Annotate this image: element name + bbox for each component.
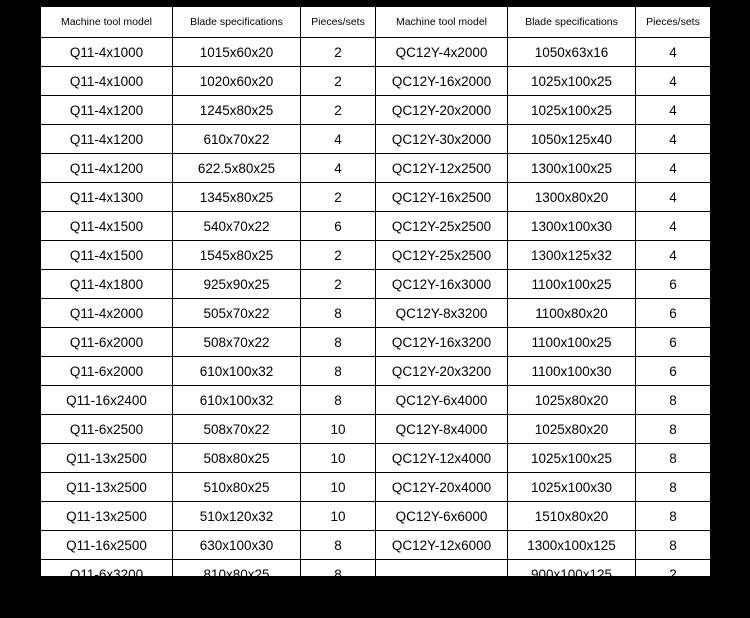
spec-table-page bbox=[40, 6, 710, 611]
table-cell: 508x70x22 bbox=[173, 328, 301, 357]
table-row bbox=[41, 560, 711, 589]
table-cell: QC12Y-20x3200 bbox=[376, 357, 508, 386]
table-cell: 4 bbox=[636, 38, 711, 67]
table-cell: 10 bbox=[301, 502, 376, 531]
table-cell: 510x120x32 bbox=[173, 502, 301, 531]
table-cell: 6 bbox=[636, 357, 711, 386]
table-row bbox=[41, 415, 711, 444]
table-cell: Q11-16x2400 bbox=[41, 386, 173, 415]
table-cell: 4 bbox=[636, 96, 711, 125]
table-row bbox=[41, 502, 711, 531]
table-cell: 1025x100x25 bbox=[508, 96, 636, 125]
table-row bbox=[41, 386, 711, 415]
table-row bbox=[41, 38, 711, 67]
table-cell: Q11-13x2500 bbox=[41, 444, 173, 473]
table-cell: QC12Y-20x2000 bbox=[376, 96, 508, 125]
table-cell: 4 bbox=[636, 212, 711, 241]
table-cell: 4 bbox=[636, 67, 711, 96]
table-cell: 540x70x22 bbox=[173, 212, 301, 241]
table-cell: Q11-6x3200 bbox=[41, 560, 173, 589]
table-cell: Q11-4x2000 bbox=[41, 299, 173, 328]
table-cell bbox=[376, 560, 508, 589]
table-cell: 1245x80x25 bbox=[173, 96, 301, 125]
table-cell: 2 bbox=[301, 241, 376, 270]
table-cell: 4 bbox=[636, 241, 711, 270]
table-cell: QC12Y-20x4000 bbox=[376, 473, 508, 502]
table-body bbox=[41, 38, 711, 618]
column-header-pieces-sets-right: Pieces/sets bbox=[636, 7, 711, 38]
table-cell: 2 bbox=[301, 183, 376, 212]
table-cell: 6 bbox=[636, 328, 711, 357]
table-row bbox=[41, 96, 711, 125]
table-cell: 8 bbox=[636, 415, 711, 444]
table-cell: 1300x80x20 bbox=[173, 589, 301, 618]
table-cell: 610x100x32 bbox=[173, 357, 301, 386]
table-cell: 1025x100x25 bbox=[508, 444, 636, 473]
table-row bbox=[41, 531, 711, 560]
table-cell: Q11-4x1200 bbox=[41, 154, 173, 183]
table-cell: 10 bbox=[301, 415, 376, 444]
table-cell: Q11-4x1200 bbox=[41, 96, 173, 125]
table-cell: 4 bbox=[301, 589, 376, 618]
table-cell: QC12Y-30x2000 bbox=[376, 125, 508, 154]
table-row bbox=[41, 67, 711, 96]
table-cell: 8 bbox=[301, 299, 376, 328]
table-cell: 1300x100x125 bbox=[508, 531, 636, 560]
table-cell: 6 bbox=[301, 212, 376, 241]
table-cell: 508x80x25 bbox=[173, 444, 301, 473]
table-cell: 1025x80x20 bbox=[508, 415, 636, 444]
table-cell: Q11-6x2000 bbox=[41, 357, 173, 386]
table-header bbox=[41, 7, 711, 38]
table-cell: 8 bbox=[636, 386, 711, 415]
table-cell: 2 bbox=[301, 38, 376, 67]
table-cell: Q11-4x1000 bbox=[41, 67, 173, 96]
column-header-machine-tool-model-right: Machine tool model bbox=[376, 7, 508, 38]
table-cell: 1100x100x25 bbox=[508, 328, 636, 357]
table-cell: Q11-4x1800 bbox=[41, 270, 173, 299]
table-cell: QC12Y-12x2500 bbox=[376, 154, 508, 183]
table-cell: 4 bbox=[636, 154, 711, 183]
table-cell: 2 bbox=[636, 560, 711, 589]
table-cell: 8 bbox=[301, 531, 376, 560]
table-cell: 1510x80x20 bbox=[508, 502, 636, 531]
table-cell: 1300x100x25 bbox=[508, 154, 636, 183]
table-cell: 508x70x22 bbox=[173, 415, 301, 444]
table-cell: 1100x100x25 bbox=[508, 270, 636, 299]
table-cell: 2 bbox=[301, 67, 376, 96]
table-cell: 1300x100x30 bbox=[508, 212, 636, 241]
table-cell: 8 bbox=[636, 531, 711, 560]
table-row bbox=[41, 473, 711, 502]
table-cell: 8 bbox=[636, 444, 711, 473]
table-cell: 10 bbox=[301, 473, 376, 502]
table-cell: 4 bbox=[301, 125, 376, 154]
table-cell: QC12k-4x3200 bbox=[376, 589, 508, 618]
table-row bbox=[41, 328, 711, 357]
table-row bbox=[41, 299, 711, 328]
table-cell: Q11-4x1500 bbox=[41, 241, 173, 270]
table-cell: 2 bbox=[301, 270, 376, 299]
table-cell: 1050x125x40 bbox=[508, 125, 636, 154]
table-cell: 1020x60x20 bbox=[173, 67, 301, 96]
table-row bbox=[41, 125, 711, 154]
table-cell: Q11-4x1200 bbox=[41, 125, 173, 154]
table-header-row bbox=[41, 7, 711, 38]
table-cell: 925x90x25 bbox=[173, 270, 301, 299]
table-row bbox=[41, 270, 711, 299]
table-row bbox=[41, 589, 711, 618]
table-cell: QC12Y-25x2500 bbox=[376, 241, 508, 270]
table-cell: QC12Y-8x4000 bbox=[376, 415, 508, 444]
column-header-pieces-sets-left: Pieces/sets bbox=[301, 7, 376, 38]
table-cell: 6 bbox=[636, 589, 711, 618]
table-cell: 510x80x25 bbox=[173, 473, 301, 502]
table-cell: Q11-6x2000 bbox=[41, 328, 173, 357]
table-row bbox=[41, 444, 711, 473]
table-cell: 8 bbox=[301, 357, 376, 386]
column-header-machine-tool-model-left: Machine tool model bbox=[41, 7, 173, 38]
table-cell: 610x70x22 bbox=[173, 125, 301, 154]
table-cell: Q11-6x2500 bbox=[41, 415, 173, 444]
table-cell: QC12Y-25x2500 bbox=[376, 212, 508, 241]
table-cell: QC12Y-12x4000 bbox=[376, 444, 508, 473]
table-cell: 4 bbox=[301, 154, 376, 183]
table-cell: QC12Y-6x4000 bbox=[376, 386, 508, 415]
table-cell: Q11-4x1300 bbox=[41, 183, 173, 212]
table-row bbox=[41, 183, 711, 212]
table-cell: 1100x100x30 bbox=[508, 357, 636, 386]
table-cell: QC12Y-16x3000 bbox=[376, 270, 508, 299]
table-cell: 6 bbox=[636, 299, 711, 328]
table-cell: 1545x80x25 bbox=[173, 241, 301, 270]
table-cell: 1025x100x30 bbox=[508, 473, 636, 502]
table-cell: 610x100x32 bbox=[173, 386, 301, 415]
table-cell: 8 bbox=[301, 386, 376, 415]
table-cell: 1025x80x20 bbox=[508, 386, 636, 415]
table-row bbox=[41, 154, 711, 183]
table-cell: Q11-4x1500 bbox=[41, 212, 173, 241]
table-cell: 8 bbox=[301, 560, 376, 589]
table-cell: 1100x80x20 bbox=[508, 299, 636, 328]
table-cell: 6 bbox=[636, 270, 711, 299]
table-cell: 2 bbox=[301, 96, 376, 125]
table-cell: 1345x80x25 bbox=[173, 183, 301, 212]
blade-specification-table bbox=[40, 6, 711, 618]
table-cell: 622.5x80x25 bbox=[173, 154, 301, 183]
table-cell: 810x80x25 bbox=[173, 560, 301, 589]
table-cell: Q11-4x1000 bbox=[41, 38, 173, 67]
table-cell: QC12Y-6x6000 bbox=[376, 502, 508, 531]
table-cell: 1025x100x25 bbox=[508, 67, 636, 96]
table-cell: QC12Y-16x3200 bbox=[376, 328, 508, 357]
table-cell: QC12k-4x2500 bbox=[41, 589, 173, 618]
column-header-blade-specifications-right: Blade specifications bbox=[508, 7, 636, 38]
table-cell: 900x100x125 bbox=[508, 560, 636, 589]
table-row bbox=[41, 357, 711, 386]
table-cell: QC12Y-16x2500 bbox=[376, 183, 508, 212]
table-cell: 8 bbox=[636, 473, 711, 502]
table-cell: 4 bbox=[636, 125, 711, 154]
table-cell: 630x100x30 bbox=[173, 531, 301, 560]
table-cell: Q11-13x2500 bbox=[41, 473, 173, 502]
table-cell: Q11-13x2500 bbox=[41, 502, 173, 531]
table-row bbox=[41, 241, 711, 270]
table-cell: 1015x60x20 bbox=[173, 38, 301, 67]
table-cell: Q11-16x2500 bbox=[41, 531, 173, 560]
table-cell: 505x70x22 bbox=[173, 299, 301, 328]
column-header-blade-specifications-left: Blade specifications bbox=[173, 7, 301, 38]
table-cell: 1300x125x32 bbox=[508, 241, 636, 270]
table-cell: 1300x80x20 bbox=[508, 183, 636, 212]
table-cell: 8 bbox=[301, 328, 376, 357]
table-cell: QC12Y-4x2000 bbox=[376, 38, 508, 67]
table-cell: 4 bbox=[636, 183, 711, 212]
table-cell: QC12Y-16x2000 bbox=[376, 67, 508, 96]
table-cell: 1050x63x16 bbox=[508, 38, 636, 67]
table-cell: 1100x80x20 bbox=[508, 589, 636, 618]
table-cell: 8 bbox=[636, 502, 711, 531]
table-row bbox=[41, 212, 711, 241]
table-cell: QC12Y-8x3200 bbox=[376, 299, 508, 328]
table-cell: 10 bbox=[301, 444, 376, 473]
table-cell: QC12Y-12x6000 bbox=[376, 531, 508, 560]
